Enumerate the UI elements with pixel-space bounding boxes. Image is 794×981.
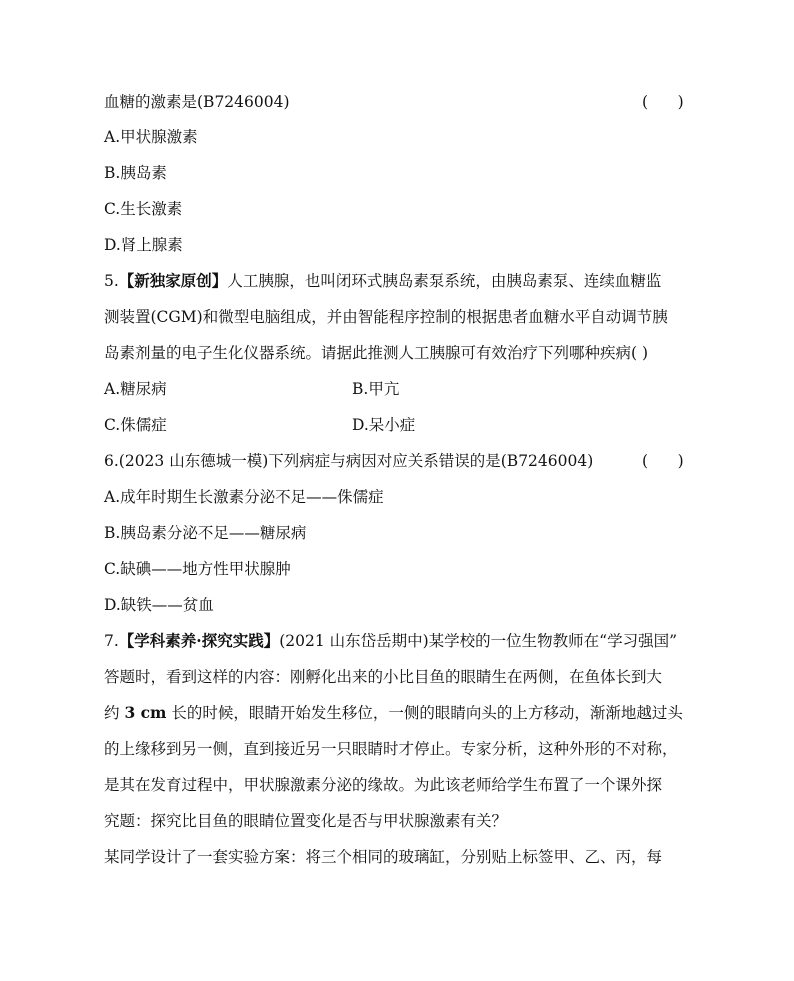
q7-stem-line-3 <box>104 703 683 723</box>
q7-stem-line-2: 答题时，看到这样的内容：刚孵化出来的小比目鱼的眼睛生在两侧，在鱼体长到大 <box>104 668 663 686</box>
q4-stem-tail: 血糖的激素是(B7246004) <box>104 93 290 111</box>
q6-answer-paren: ( ) <box>642 452 684 470</box>
q4-option-c: C.生长激素 <box>104 200 183 218</box>
q4-option-b: B.胰岛素 <box>104 164 167 182</box>
q7-line3-post: 长的时候，眼睛开始发生移位，一侧的眼睛向头的上方移动，渐渐地越过头 <box>166 704 683 722</box>
q6-option-d: D.缺铁——贫血 <box>104 596 214 614</box>
q5-stem-line-2: 测装置(CGM)和微型电脑组成，并由智能程序控制的根据患者血糖水平自动调节胰 <box>104 308 668 326</box>
q7-stem-line-7: 某同学设计了一套实验方案：将三个相同的玻璃缸，分别贴上标签甲、乙、丙，每 <box>104 848 663 866</box>
q7-stem-line-6: 究题：探究比目鱼的眼睛位置变化是否与甲状腺激素有关？ <box>104 812 508 830</box>
q5-stem-line-1 <box>104 271 661 291</box>
q4-option-a: A.甲状腺激素 <box>104 128 198 146</box>
q4-option-d: D.肾上腺素 <box>104 236 183 254</box>
q7-tag: 【学科素养·探究实践】 <box>118 631 280 650</box>
q7-length-value: 3 cm <box>124 703 167 722</box>
q6-option-b: B.胰岛素分泌不足——糖尿病 <box>104 524 307 542</box>
q7-line1-text: (2021 山东岱岳期中)某学校的一位生物教师在“学习强国” <box>279 632 678 650</box>
q5-line1-text: 人工胰腺，也叫闭环式胰岛素泵系统，由胰岛素泵、连续血糖监 <box>227 272 662 290</box>
q5-option-c: C.侏儒症 <box>104 416 167 434</box>
q5-option-d: D.呆小症 <box>352 416 416 434</box>
q5-option-a: A.糖尿病 <box>104 380 167 398</box>
q7-stem-line-5: 是其在发育过程中，甲状腺激素分泌的缘故。为此该老师给学生布置了一个课外探 <box>104 776 663 794</box>
q5-stem-line-3: 岛素剂量的电子生化仪器系统。请据此推测人工胰腺可有效治疗下列哪种疾病( ) <box>104 344 649 362</box>
q7-line3-pre: 约 <box>104 704 125 722</box>
q7-stem-line-4: 的上缘移到另一侧，直到接近另一只眼睛时才停止。专家分析，这种外形的不对称， <box>104 740 678 758</box>
q7-stem-line-1 <box>104 631 677 651</box>
q5-tag: 【新独家原创】 <box>118 271 228 290</box>
q6-option-c: C.缺碘——地方性甲状腺肿 <box>104 560 291 578</box>
q5-number: 5. <box>104 272 119 290</box>
q7-number: 7. <box>104 632 119 650</box>
q5-option-b: B.甲亢 <box>352 380 400 398</box>
q6-stem: 6.(2023 山东德城一模)下列病症与病因对应关系错误的是(B7246004) <box>104 452 594 470</box>
q6-option-a: A.成年时期生长激素分泌不足——侏儒症 <box>104 488 384 506</box>
q4-answer-paren: ( ) <box>642 93 684 111</box>
